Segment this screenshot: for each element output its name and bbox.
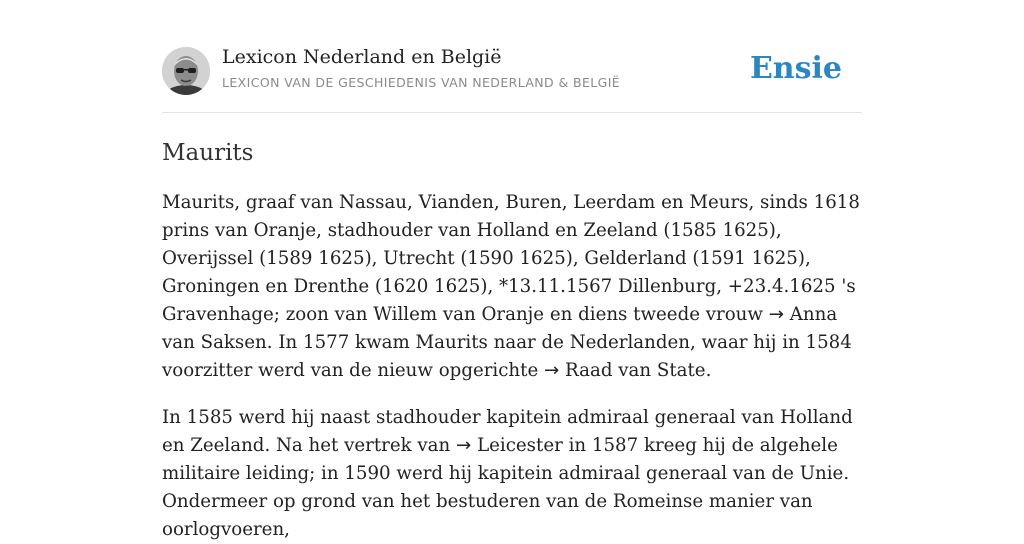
- author-avatar[interactable]: [162, 47, 210, 95]
- arrow-right-icon: →: [768, 304, 784, 325]
- arrow-right-icon: →: [544, 360, 560, 381]
- paragraph-text: Maurits, graaf van Nassau, Vianden, Buren, Leerdam en Meurs, sinds 1618 prins van Oranje, stadhouder van Holland en Zeeland (1585 1625), Overijssel (1589 1625), Utrecht (1590 1625), Gelderland (1591 1625), Groningen en Drenthe (1620 1625), *13.11.1567 Dillenburg, +23.4.1625 's Gravenhage; zoon van Willem van Oranje en diens tweede vrouw: [162, 192, 860, 325]
- paragraph-text: In 1585 werd hij naast stadhouder kapitein admiraal generaal van Holland en Zeeland. Na het vertrek van: [162, 407, 853, 456]
- ensie-logo[interactable]: Ensie: [749, 51, 842, 86]
- article-title: Maurits: [162, 140, 254, 166]
- article-content: [162, 139, 862, 544]
- site-title[interactable]: Lexicon Nederland en België: [222, 46, 502, 68]
- paragraph-text: . In 1577 kwam Maurits naar de Nederlanden, waar hij in 1584 voorzitter werd van de nieuw opgerichte: [162, 332, 852, 381]
- link-label: Leicester: [477, 435, 563, 456]
- article-paragraph: [162, 189, 862, 385]
- link-raad-van-state[interactable]: [544, 360, 706, 381]
- link-label: Raad van State: [565, 360, 706, 381]
- site-header: [162, 0, 862, 113]
- avatar-portrait-icon: [162, 47, 210, 95]
- paragraph-text: in 1587 kreeg hij de algehele militaire leiding; in 1590 werd hij kapitein admiraal generaal van de Unie. Ondermeer op grond van het bestuderen van de Romeinse manier van oorlogvoeren,: [162, 435, 850, 540]
- paragraph-text: .: [705, 360, 712, 381]
- link-label: Anna van Saksen: [162, 304, 838, 353]
- page: [162, 0, 862, 544]
- site-subtitle: LEXICON VAN DE GESCHIEDENIS VAN NEDERLAND & BELGIË: [222, 75, 621, 90]
- arrow-right-icon: →: [456, 435, 472, 456]
- article-paragraph: [162, 404, 862, 544]
- link-leicester[interactable]: [456, 435, 563, 456]
